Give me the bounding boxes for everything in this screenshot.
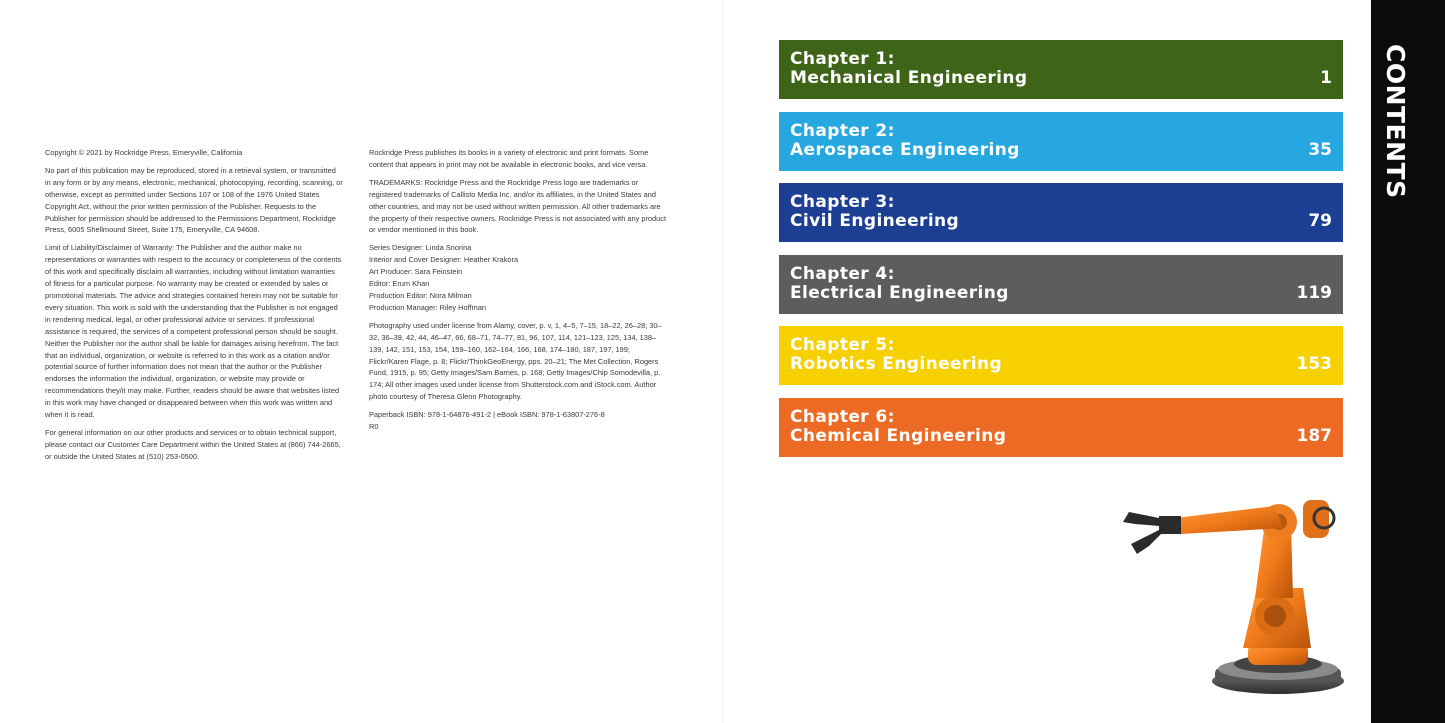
chapter-2-entry[interactable] bbox=[779, 112, 1343, 171]
chapter-title: Civil Engineering bbox=[790, 211, 960, 231]
chapter-title: Mechanical Engineering bbox=[790, 68, 1028, 88]
formats-notice: Rockridge Press publishes its books in a variety of electronic and print formats. Some content that appears in print may not be available in electronic books, and vice versa. bbox=[369, 148, 649, 169]
chapter-title: Electrical Engineering bbox=[790, 282, 1009, 303]
chapter-1-entry[interactable] bbox=[779, 40, 1343, 99]
trademarks-notice: TRADEMARKS: Rockridge Press and the Rockridge Press logo are trademarks or registered trademarks of Callisto Media Inc. and/or its affiliates, in the United States and other countries, and may not be used without written permission. All other trademarks are the property of their respective owners. Rockridge Press is not associated with any product or vendor mentioned in this book. bbox=[369, 177, 667, 235]
copyright-column-1 bbox=[45, 147, 343, 469]
chapter-5-entry[interactable] bbox=[779, 326, 1343, 385]
photo-credits: Photography used under license from Alamy, cover, p. v, 1, 4–5, 7–15, 18–22, 26–28; 30–32, 36–39, 42, 44, 46–47, 66, 68–71, 74–77, 81, 96, 107, 114, 121–123, 125, 134, 138–139, 142, 151, 153, 154, 159–160, 162–164, 166, 168, 174–180, 187, 197, 199; Flickr/Karen Flage, p. 8; Flickr/ThinkGeoEnergy, pps. 20–21; The Met Collection, Rogers Fund, 1915, p. 95; Getty Images/Sam Barnes, p. 168; Getty Images/Chip Somodevilla, p. 174; All other images used under license from Shutterstock.com and iStock.com. Author photo courtesy of Theresa Glenn Photography. bbox=[369, 320, 662, 402]
chapter-page-number: 79 bbox=[1308, 211, 1332, 231]
page-gutter bbox=[722, 0, 723, 723]
isbn-line: Paperback ISBN: 978-1-64876-491-2 | eBook ISBN: 978-1-63807-276-8 R0 bbox=[369, 410, 605, 432]
contents-heading: CONTENTS bbox=[1381, 44, 1410, 199]
chapter-page-number: 119 bbox=[1296, 282, 1332, 303]
chapter-6-entry[interactable] bbox=[779, 398, 1343, 457]
chapter-3-entry[interactable] bbox=[779, 183, 1343, 242]
customer-care-notice: For general information on our other products and services or to obtain technical support, please contact our Customer Care Department within the United States at (866) 744-2665, or outside the United States at (510) 253-0500. bbox=[45, 427, 341, 461]
chapter-label: Chapter 2: bbox=[790, 120, 895, 141]
robot-arm-image bbox=[1115, 488, 1345, 708]
chapter-label: Chapter 3: bbox=[790, 192, 895, 212]
credits-list: Series Designer: Linda Snorina Interior and Cover Designer: Heather Krakora Art Producer: Sara Feinstein Editor: Erum Khan Production Editor: Nora Milman Production Manager: Riley Hoffman bbox=[369, 243, 519, 312]
chapter-title: Robotics Engineering bbox=[790, 354, 1003, 374]
chapter-page-number: 35 bbox=[1308, 139, 1332, 160]
chapter-label: Chapter 5: bbox=[790, 335, 895, 355]
chapter-4-entry[interactable] bbox=[779, 255, 1343, 314]
chapter-label: Chapter 4: bbox=[790, 263, 895, 284]
chapter-title: Chemical Engineering bbox=[790, 425, 1007, 446]
chapter-page-number: 1 bbox=[1320, 68, 1332, 88]
copyright-line: Copyright © 2021 by Rockridge Press, Emeryville, California bbox=[45, 148, 243, 157]
chapter-title: Aerospace Engineering bbox=[790, 139, 1020, 160]
liability-disclaimer: Limit of Liability/Disclaimer of Warranty: The Publisher and the author make no representations or warranties with respect to the accuracy or completeness of the contents of this work and specifically disclaim all warranties, including without limitation warranties of fitness for a particular purpose. No warranty may be created or extended by sales or promotional materials. The advice and strategies contained herein may not be suitable for every situation. This work is sold with the understanding that the Publisher is not engaged in rendering medical, legal, or other professional advice or services. If professional assistance is required, the services of a competent professional person should be sought. Neither the Publisher nor the author shall be liable for damages arising herefrom. The fact that an individual, organization, or website is referred to in this work as a citation and/or potential source of further information does not mean that the author or the Publisher endorses the information the individual, organization, or website may provide or recommendations they/it may make. Further, readers should be aware that websites listed in this work may have changed or disappeared between when this work was written and when it is read. bbox=[45, 243, 342, 420]
reproduction-notice: No part of this publication may be reproduced, stored in a retrieval system, or transmitted in any form or by any means, electronic, mechanical, photocopying, recording, scanning, or otherwise, except as permitted under Sections 107 or 108 of the 1976 United States Copyright Act, without the prior written permission of the Publisher. Requests to the Publisher for permission should be addressed to the Permissions Department, Rockridge Press, 6005 Shellmound Street, Suite 175, Emeryville, CA 94608. bbox=[45, 165, 343, 235]
chapter-label: Chapter 6: bbox=[790, 406, 895, 427]
chapter-label: Chapter 1: bbox=[790, 49, 895, 69]
copyright-column-2 bbox=[369, 147, 669, 439]
table-of-contents bbox=[779, 40, 1343, 469]
chapter-page-number: 187 bbox=[1296, 425, 1332, 446]
chapter-page-number: 153 bbox=[1296, 354, 1332, 374]
